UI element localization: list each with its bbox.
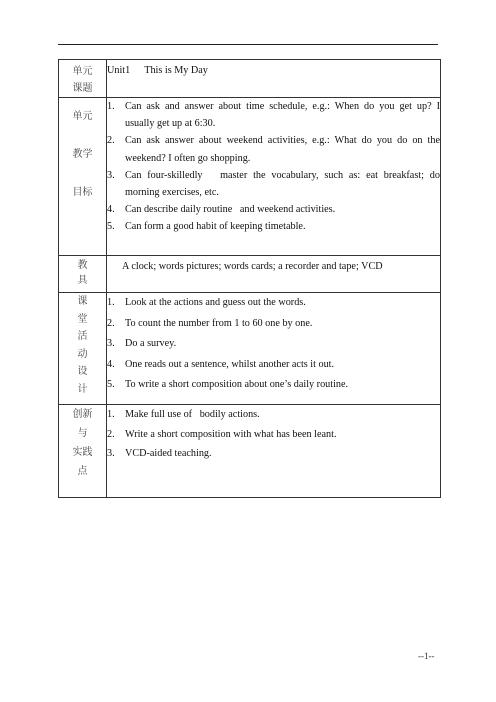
teaching-aids-text: A clock; words pictures; words cards; a recorder and tape; VCD bbox=[122, 261, 383, 272]
unit-topic-cell bbox=[107, 60, 441, 98]
label-line: 设 bbox=[77, 366, 88, 377]
header-rule bbox=[58, 44, 438, 45]
label-line: 实践 bbox=[72, 447, 93, 458]
activities-cell bbox=[107, 293, 441, 405]
label-line: 具 bbox=[77, 275, 88, 286]
list-item: 4. One reads out a sentence, whilst another acts it out. bbox=[107, 358, 335, 370]
row-activities bbox=[59, 293, 441, 405]
label-line: 课 bbox=[77, 296, 88, 307]
list-item: 1. Can ask and answer about time schedule, e.g.: When do you get up? I usually get up at 6:30. bbox=[107, 101, 440, 130]
list-item: 2. Write a short composition with what has been leant. bbox=[107, 428, 337, 440]
list-item: 3. Do a survey. bbox=[107, 338, 177, 349]
label-teaching-aids bbox=[59, 256, 107, 293]
list-item: 4. Can describe daily routine and weekend activities. bbox=[107, 204, 336, 216]
list-item: 1. Make full use of bodily actions. bbox=[107, 409, 260, 420]
unit-number: Unit1 bbox=[107, 65, 131, 76]
label-goals bbox=[59, 98, 107, 256]
label-line: 教学 bbox=[72, 149, 93, 160]
label-activities bbox=[59, 293, 107, 405]
goals-cell bbox=[107, 98, 441, 256]
row-teaching-aids bbox=[59, 256, 441, 293]
label-line: 与 bbox=[77, 428, 88, 439]
label-line: 堂 bbox=[77, 313, 88, 325]
label-line: 单元 bbox=[72, 66, 93, 77]
label-line: 计 bbox=[77, 383, 88, 395]
list-item: 2. Can ask answer about weekend activities, e.g.: What do you do on the weekend? I often go shopping. bbox=[107, 135, 440, 164]
page-number: --1-- bbox=[418, 651, 435, 661]
row-innovation bbox=[59, 405, 441, 498]
label-line: 教 bbox=[77, 260, 88, 271]
innovation-cell bbox=[107, 405, 441, 498]
innovation-list bbox=[107, 405, 440, 464]
row-goals bbox=[59, 98, 441, 256]
label-line: 课题 bbox=[72, 83, 93, 94]
list-item: 2. To count the number from 1 to 60 one by one. bbox=[107, 317, 313, 329]
list-item: 5. To write a short composition about one’s daily routine. bbox=[107, 379, 349, 390]
label-line: 活 bbox=[77, 331, 88, 342]
row-unit-topic bbox=[59, 60, 441, 98]
list-item: 3. VCD-aided teaching. bbox=[107, 448, 212, 459]
teaching-aids-cell bbox=[107, 256, 441, 293]
unit-title: This is My Day bbox=[144, 65, 208, 76]
goals-list bbox=[107, 98, 443, 236]
label-line: 动 bbox=[77, 348, 88, 360]
label-line: 点 bbox=[77, 466, 88, 477]
list-item: 5. Can form a good habit of keeping timetable. bbox=[107, 221, 306, 233]
list-item: 1. Look at the actions and guess out the words. bbox=[107, 297, 306, 308]
label-unit-topic bbox=[59, 60, 107, 98]
activities-list bbox=[107, 293, 440, 396]
label-line: 创新 bbox=[72, 409, 93, 420]
label-line: 单元 bbox=[72, 111, 93, 122]
label-innovation bbox=[59, 405, 107, 498]
lesson-plan-table bbox=[58, 59, 441, 498]
label-line: 目标 bbox=[72, 187, 93, 198]
list-item: 3. Can four-skilledly master the vocabulary, such as: eat breakfast; do morning exercises, etc. bbox=[107, 169, 443, 199]
